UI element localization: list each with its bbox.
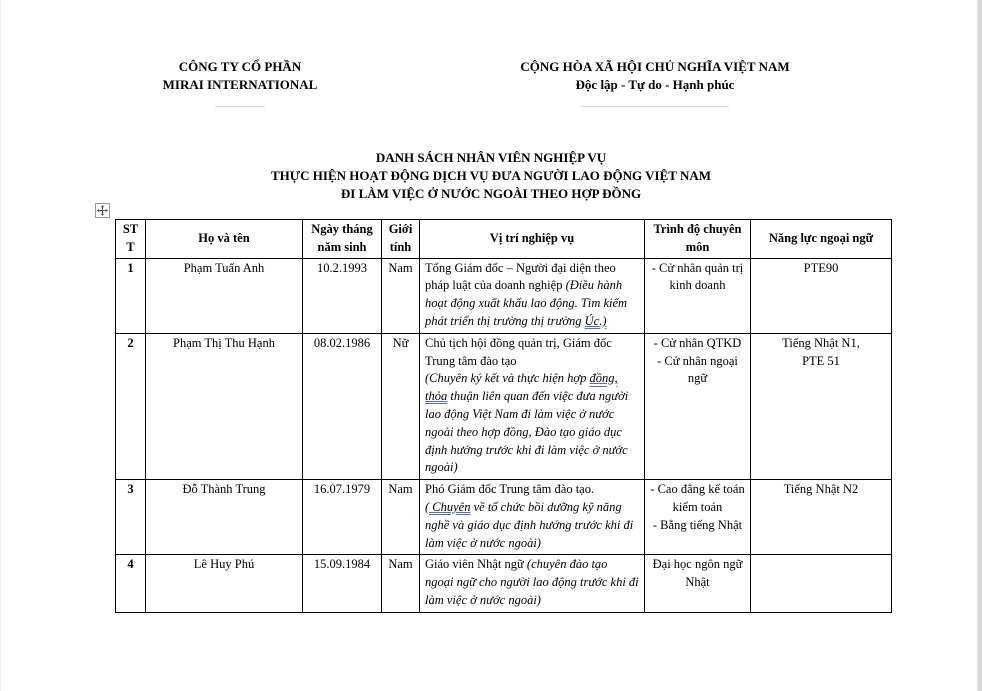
- cell-gender: Nữ: [382, 333, 420, 479]
- cell-gender: Nam: [382, 555, 420, 612]
- table-row: [116, 258, 892, 333]
- cell-position: [420, 333, 645, 479]
- move-arrows-icon[interactable]: [95, 203, 110, 218]
- title-line-1: DANH SÁCH NHÂN VIÊN NGHIỆP VỤ: [375, 150, 607, 165]
- cell-gender: Nam: [382, 258, 420, 333]
- cell-qualification: [645, 333, 751, 479]
- page-shadow: [977, 0, 982, 691]
- company-underline: [215, 106, 265, 107]
- qualification-item: - Cử nhân quản trị kinh doanh: [651, 260, 744, 293]
- cell-name: Đỗ Thành Trung: [146, 480, 303, 555]
- title-line-2: THỰC HIỆN HOẠT ĐỘNG DỊCH VỤ ĐƯA NGƯỜI LAO ĐỘNG VIỆT NAM: [271, 168, 711, 183]
- col-header-stt: ST T: [116, 220, 146, 259]
- cell-stt: 2: [116, 333, 146, 479]
- cell-dob: 08.02.1986: [303, 333, 382, 479]
- qualification-item: - Cao đẳng kế toán kiểm toán: [650, 482, 745, 514]
- cell-dob: 10.2.1993: [303, 258, 382, 333]
- position-note: về tổ chức bồi dưỡng kỹ năng nghề và giáo dục định hướng trước khi đi làm việc ở nước ngoài): [425, 499, 634, 550]
- cell-qualification: [645, 258, 751, 333]
- qualification-item: Đại học ngôn ngữ Nhật: [652, 557, 743, 590]
- cell-gender: Nam: [382, 480, 420, 555]
- cell-language: [751, 555, 892, 612]
- position-note: (Chuyên ký kết và thực hiện hợp: [425, 371, 590, 386]
- company-header: [140, 58, 340, 107]
- language-item: PTE 51: [802, 353, 840, 368]
- cell-qualification: [645, 480, 751, 555]
- position-note: (Điều hành hoạt động xuất khẩu lao động. Tìm kiếm phát triển thị trường thị trường: [425, 278, 628, 328]
- col-header-name: Họ và tên: [146, 220, 303, 259]
- cell-stt: 3: [116, 480, 146, 555]
- company-line-1: CÔNG TY CỔ PHẦN: [178, 59, 302, 74]
- position-note-underlined: đồng, thỏa: [425, 371, 618, 404]
- move-arrows-glyph: [97, 205, 108, 216]
- cell-position: [420, 555, 645, 612]
- table-header-row: [116, 220, 892, 259]
- position-text: Chủ tịch hội đồng quản trị, Giám đốc Trung tâm đào tạo: [425, 335, 612, 368]
- cell-position: [420, 480, 645, 555]
- table-row: [116, 555, 892, 612]
- table-row: [116, 480, 892, 555]
- position-note-rest: thuận liên quan đến việc đưa người lao động Việt Nam đi làm việc ở nước ngoài theo hợp đồng, Đào tạo giáo dục định hướng trước khi đi làm việc ở nước ngoài): [425, 389, 629, 475]
- col-header-position: Vị trí nghiệp vụ: [420, 220, 645, 259]
- staff-table: [115, 219, 892, 613]
- language-item: Tiếng Nhật N1,: [782, 335, 860, 350]
- qualification-item: - Bằng tiếng Nhật: [652, 517, 743, 532]
- cell-qualification: [645, 555, 751, 612]
- cell-name: Lê Huy Phú: [146, 555, 303, 612]
- position-note-underlined: Úc.): [584, 313, 607, 328]
- cell-language: [751, 258, 892, 333]
- position-note-underlined: ( Chuyên: [425, 499, 471, 514]
- document-title: [200, 149, 782, 203]
- position-text: Giáo viên Nhật ngữ: [425, 557, 527, 572]
- company-line-2: MIRAI INTERNATIONAL: [162, 77, 318, 92]
- position-text: Phó Giám đốc Trung tâm đào tạo.: [425, 482, 595, 497]
- cell-language: [751, 480, 892, 555]
- nation-motto: Độc lập - Tự do - Hạnh phúc: [575, 77, 735, 92]
- col-header-dob: Ngày tháng năm sinh: [303, 220, 382, 259]
- nation-header: [500, 58, 810, 107]
- page-edge: [0, 0, 1, 691]
- col-header-language: Năng lực ngoại ngữ: [751, 220, 892, 259]
- cell-position: [420, 258, 645, 333]
- qualification-item: - Cử nhân ngoại ngữ: [657, 353, 738, 386]
- motto-underline: [581, 106, 729, 107]
- language-item: Tiếng Nhật N2: [783, 482, 859, 497]
- title-line-3: ĐI LÀM VIỆC Ở NƯỚC NGOÀI THEO HỢP ĐỒNG: [340, 186, 642, 201]
- language-item: PTE90: [803, 260, 839, 275]
- cell-stt: 1: [116, 258, 146, 333]
- cell-stt: 4: [116, 555, 146, 612]
- position-note: (chuyên đào tạo ngoại ngữ cho người lao động trước khi đi làm việc ở nước ngoài): [425, 557, 639, 607]
- col-header-qualification: Trình độ chuyên môn: [645, 220, 751, 259]
- cell-language: [751, 333, 892, 479]
- cell-dob: 16.07.1979: [303, 480, 382, 555]
- nation-name: CỘNG HÒA XÃ HỘI CHỦ NGHĨA VIỆT NAM: [520, 59, 790, 74]
- col-header-gender: Giới tính: [382, 220, 420, 259]
- cell-dob: 15.09.1984: [303, 555, 382, 612]
- qualification-item: - Cử nhân QTKD: [653, 335, 742, 350]
- table-row: [116, 333, 892, 479]
- cell-name: Phạm Thị Thu Hạnh: [146, 333, 303, 479]
- cell-name: Phạm Tuấn Anh: [146, 258, 303, 333]
- position-text: Tổng Giám đốc – Người đại diện theo pháp luật của doanh nghiệp: [425, 260, 616, 293]
